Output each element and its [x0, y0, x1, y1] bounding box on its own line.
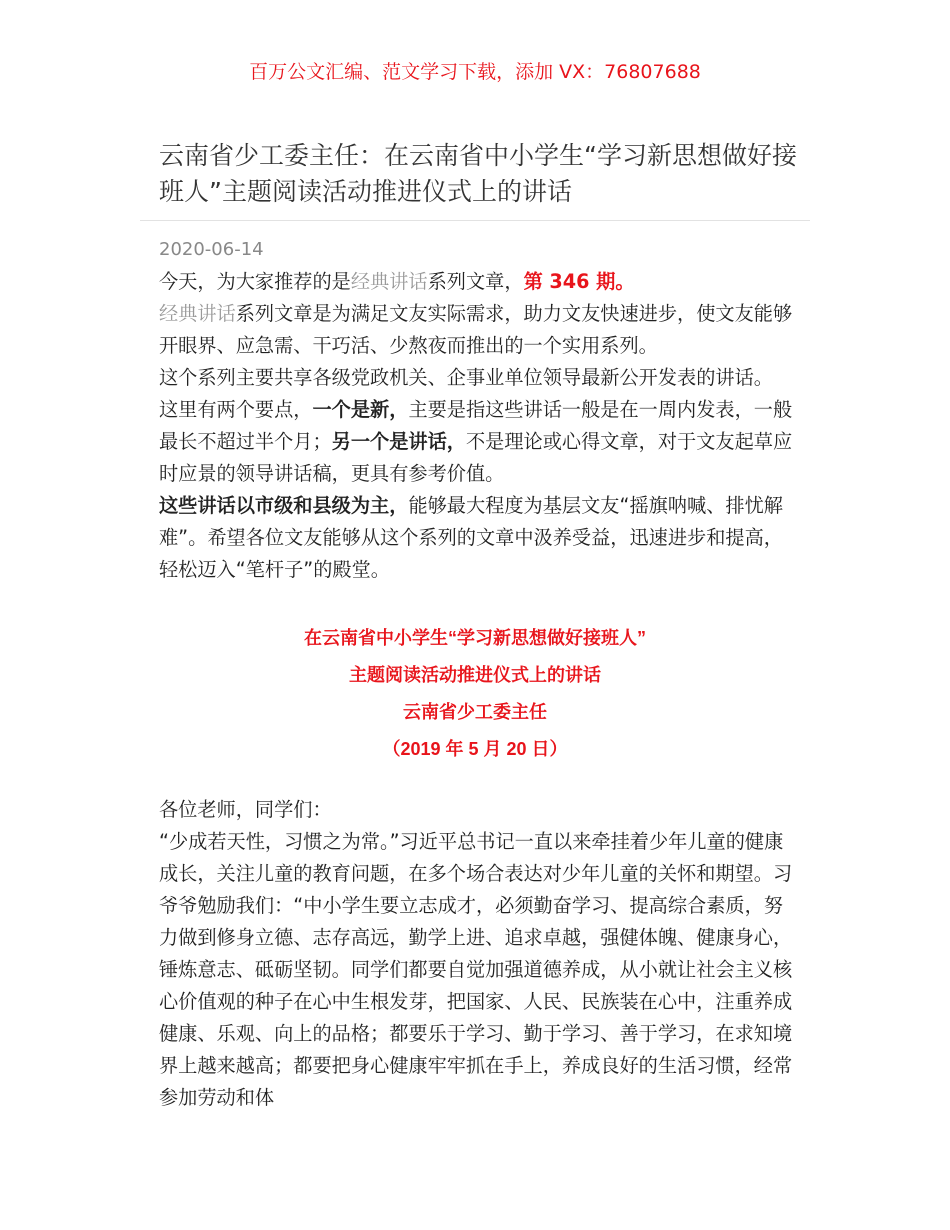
heading-line: 主题阅读活动推进仪式上的讲话: [349, 665, 601, 685]
series-name: 经典讲话: [350, 270, 428, 293]
speech-body: [159, 794, 795, 1114]
intro-paragraph: 这个系列主要共享各级党政机关、企事业单位领导最新公开发表的讲话。: [159, 366, 773, 389]
text: 主要是指这些讲话一般是在一周内发表，一般最长不超过半个月；: [159, 398, 793, 453]
intro-paragraph: [159, 490, 795, 586]
bold-text: 另一个是讲话，: [331, 430, 466, 453]
bold-text: 这些讲话以市级和县级为主，: [159, 494, 409, 517]
bold-text: 一个是新，: [312, 398, 409, 421]
speech-date: （2019 年 5 月 20 日）: [382, 739, 568, 759]
intro-paragraph: [159, 266, 795, 298]
text: 这里有两个要点，: [159, 398, 313, 421]
intro-section: [159, 266, 795, 586]
title-divider: [140, 220, 810, 221]
article-title: 云南省少工委主任：在云南省中小学生“学习新思想做好接班人”主题阅读活动推进仪式上的讲话: [159, 141, 797, 206]
salutation: 各位老师，同学们：: [159, 798, 332, 821]
speaker: 云南省少工委主任: [403, 702, 547, 722]
text: 系列文章是为满足文友实际需求，助力文友快速进步，使文友能够开眼界、应急需、干巧活、少熬夜而推出的一个实用系列。: [159, 302, 793, 357]
issue-number: 第 346 期。: [523, 270, 635, 293]
speech-paragraph: “少成若天性，习惯之为常。”习近平总书记一直以来牵挂着少年儿童的健康成长，关注儿童的教育问题，在多个场合表达对少年儿童的关怀和期望。习爷爷勉励我们：“中小学生要立志成才，必须勤奋学习、提高综合素质，努力做到修身立德、志存高远，勤学上进、追求卓越，强健体魄、健康身心，锤炼意志、砥砺坚韧。同学们都要自觉加强道德养成，从小就让社会主义核心价值观的种子在心中生根发芽，把国家、人民、民族装在心中，注重养成健康、乐观、向上的品格；都要乐于学习、勤于学习、善于学习，在求知境界上越来越高；都要把身心健康牢牢抓在手上，养成良好的生活习惯，经常参加劳动和体: [159, 830, 793, 1109]
publish-date: 2020-06-14: [159, 239, 264, 260]
series-name: 经典讲话: [159, 302, 236, 325]
intro-paragraph: [159, 394, 795, 490]
text: 系列文章，: [427, 270, 524, 293]
heading-line: 在云南省中小学生“学习新思想做好接班人”: [304, 628, 646, 648]
text: 不是理论或心得文章，对于文友起草应时应景的领导讲话稿，更具有参考价值。: [159, 430, 793, 485]
promo-banner: 百万公文汇编、范文学习下载，添加 VX：76807688: [249, 61, 701, 83]
intro-paragraph: [159, 298, 795, 362]
text: 今天，为大家推荐的是: [159, 270, 351, 293]
speech-heading: [0, 620, 950, 768]
text: 能够最大程度为基层文友“摇旗呐喊、排忧解难”。希望各位文友能够从这个系列的文章中汲养受益，迅速进步和提高，轻松迈入“笔杆子”的殿堂。: [159, 494, 783, 581]
